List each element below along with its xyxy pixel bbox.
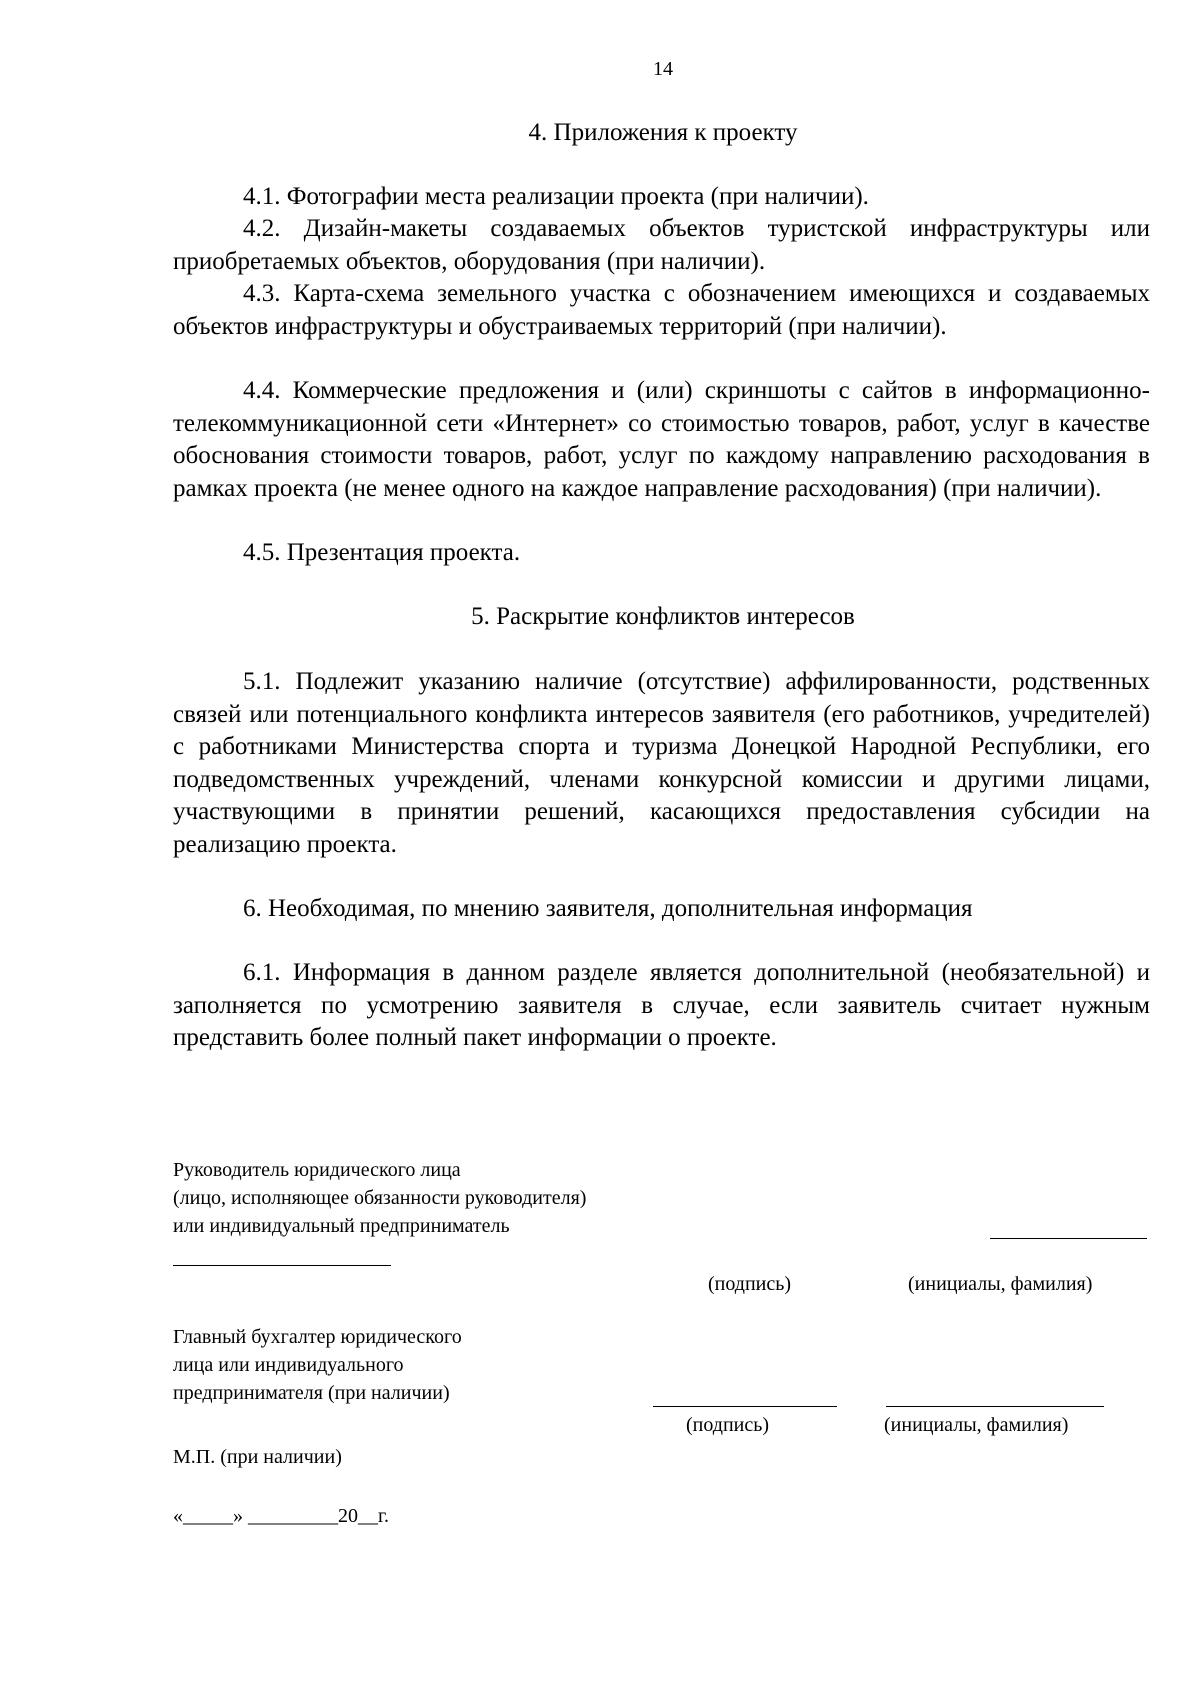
accountant-line-3: предпринимателя (при наличии) bbox=[173, 1382, 450, 1404]
head-signer-line-3: или индивидуальный предприниматель bbox=[173, 1215, 510, 1237]
head-name-underline bbox=[990, 1238, 1147, 1239]
stamp-label: М.П. (при наличии) bbox=[173, 1446, 342, 1468]
date-line: «_____» _________20__г. bbox=[173, 1505, 389, 1527]
section-5-heading: 5. Раскрытие конфликтов интересов bbox=[471, 603, 855, 630]
accountant-name-underline bbox=[886, 1406, 1104, 1407]
paragraph-4-2: 4.2. Дизайн-макеты создаваемых объектов туристской инфраструктуры или приобретаемых объектов, оборудования (при наличии). bbox=[173, 215, 1150, 275]
head-signer-line-2: (лицо, исполняющее обязанности руководителя) bbox=[173, 1187, 587, 1209]
accountant-signature-label: (подпись) bbox=[686, 1414, 770, 1436]
paragraph-5-1: 5.1. Подлежит указанию наличие (отсутствие) аффилированности, родственных связей или потенциального конфликта интересов заявителя (его работников, учредителей) с работниками Министерства спорта и туризма Донецкой Народной Республики, его подведомственных учреждений, членами конкурсной комиссии и другими лицами, участвующими в принятии решений, касающихся предоставления субсидии на реализацию проекта. bbox=[173, 668, 1150, 858]
paragraph-4-1: 4.1. Фотографии места реализации проекта (при наличии). bbox=[243, 183, 869, 210]
head-name-label: (инициалы, фамилия) bbox=[908, 1273, 1093, 1295]
paragraph-4-4: 4.4. Коммерческие предложения и (или) скриншоты с сайтов в информационно-телекоммуникационной сети «Интернет» со стоимостью товаров, работ, услуг в качестве обоснования стоимости товаров, работ, услуг по каждому направлению расходования в рамках проекта (не менее одного на каждое направление расходования) (при наличии). bbox=[173, 377, 1150, 502]
paragraph-4-3: 4.3. Карта-схема земельного участка с обозначением имеющихся и создаваемых объектов инфраструктуры и обустраиваемых территорий (при наличии). bbox=[173, 280, 1150, 340]
section-6-heading: 6. Необходимая, по мнению заявителя, дополнительная информация bbox=[243, 895, 973, 922]
accountant-line-1: Главный бухгалтер юридического bbox=[173, 1326, 462, 1348]
accountant-signature-underline bbox=[653, 1406, 837, 1407]
accountant-name-label: (инициалы, фамилия) bbox=[884, 1414, 1069, 1436]
head-signer-line-1: Руководитель юридического лица bbox=[173, 1159, 461, 1181]
section-4-heading: 4. Приложения к проекту bbox=[528, 119, 798, 146]
accountant-line-2: лица или индивидуального bbox=[173, 1354, 404, 1376]
head-signature-label: (подпись) bbox=[708, 1273, 792, 1295]
head-signature-underline bbox=[173, 1265, 391, 1266]
paragraph-6-1: 6.1. Информация в данном разделе является дополнительной (необязательной) и заполняется по усмотрению заявителя в случае, если заявитель считает нужным представить более полный пакет информации о проекте. bbox=[173, 959, 1150, 1051]
page-number: 14 bbox=[653, 58, 673, 80]
paragraph-4-5: 4.5. Презентация проекта. bbox=[243, 539, 521, 566]
